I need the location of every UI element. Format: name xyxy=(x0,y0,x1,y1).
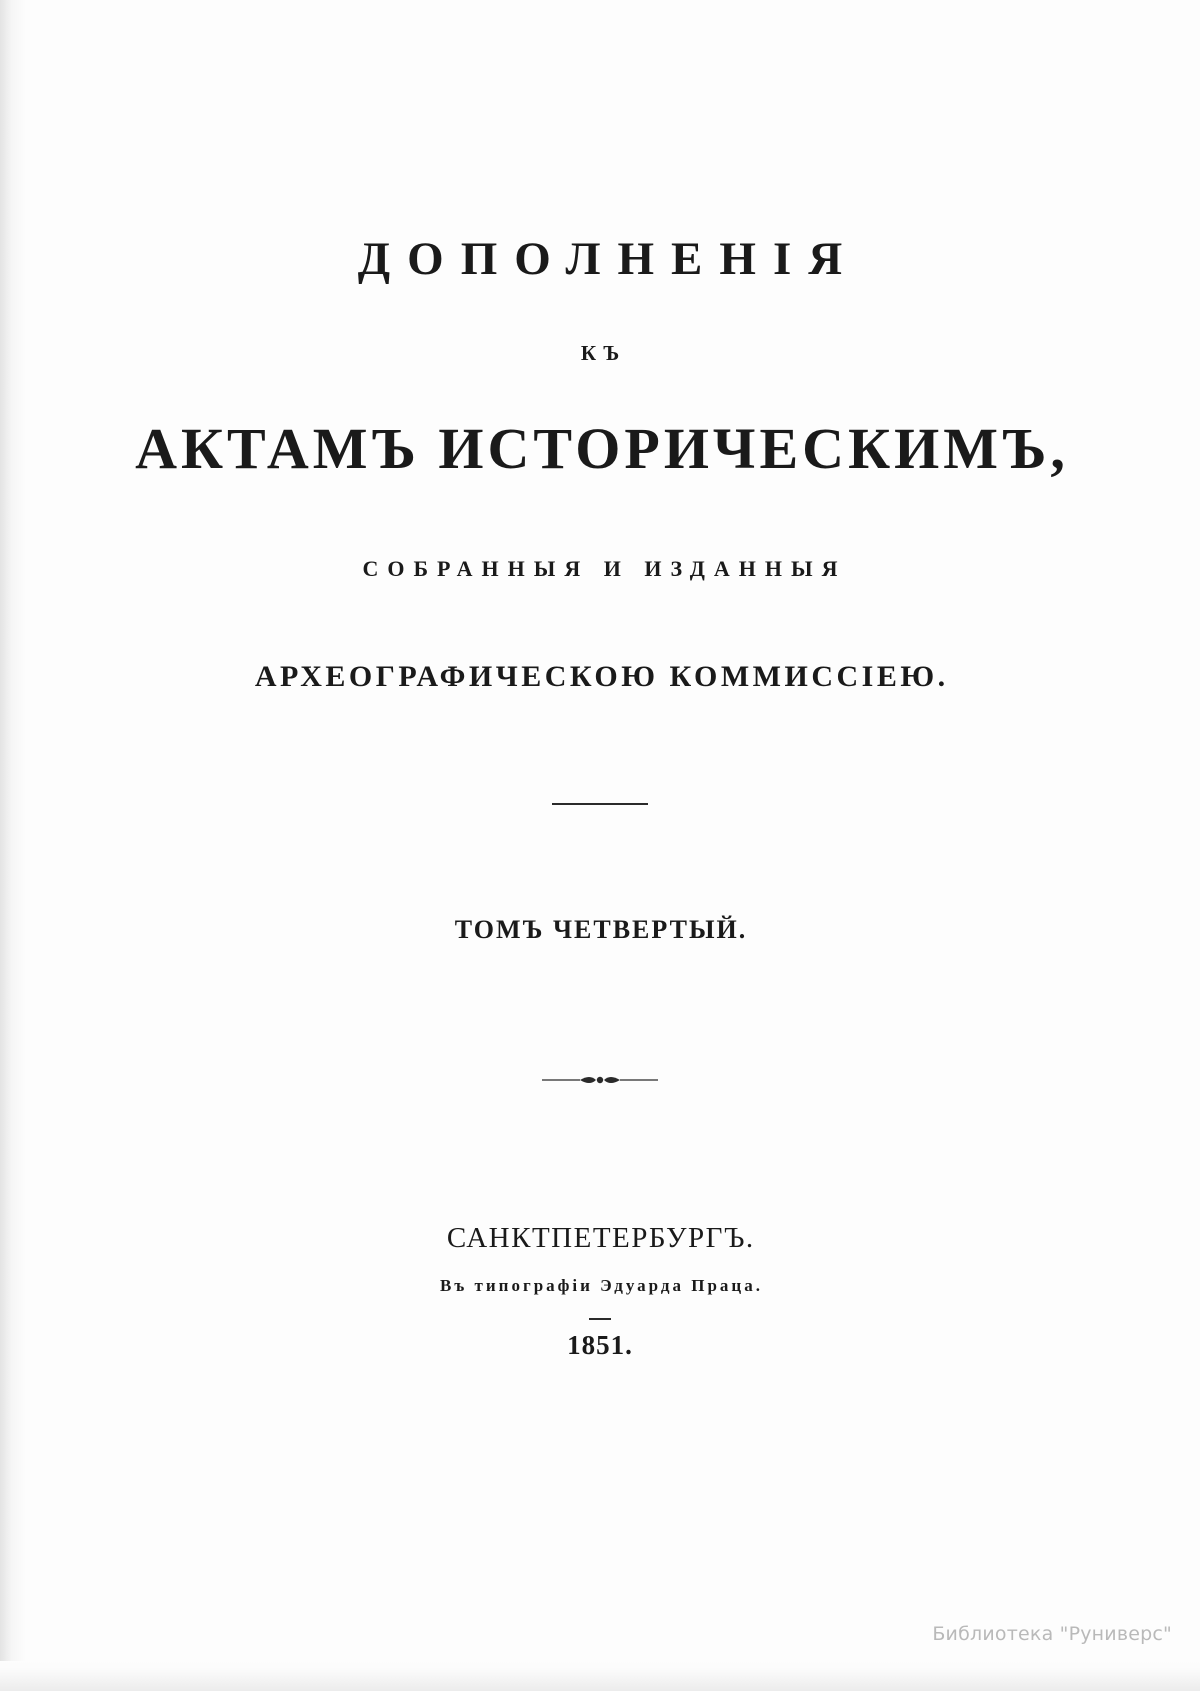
small-rule-icon xyxy=(589,1318,611,1320)
printer-imprint: Въ типографіи Эдуарда Праца. xyxy=(440,1276,763,1295)
page-edge-shadow-bottom xyxy=(0,1661,1200,1691)
title-secondary: АКТАМЪ ИСТОРИЧЕСКИМЪ, xyxy=(135,416,1069,481)
year-of-publication: 1851. xyxy=(567,1330,633,1360)
library-watermark: Библиотека "Руниверс" xyxy=(932,1623,1172,1645)
title-main: ДОПОЛНЕНІЯ xyxy=(357,233,860,285)
divider-rule-icon xyxy=(552,803,648,805)
publishing-body: АРХЕОГРАФИЧЕСКОЮ КОММИССІЕЮ. xyxy=(254,660,949,693)
title-connector: КЪ xyxy=(580,341,627,365)
diamond-flourish-icon xyxy=(540,1070,660,1090)
volume-label: ТОМЪ ЧЕТВЕРТЫЙ. xyxy=(454,915,748,944)
subtitle: СОБРАННЫЯ И ИЗДАННЫЯ xyxy=(362,556,847,581)
city-of-publication: САНКТПЕТЕРБУРГЪ. xyxy=(446,1222,755,1254)
